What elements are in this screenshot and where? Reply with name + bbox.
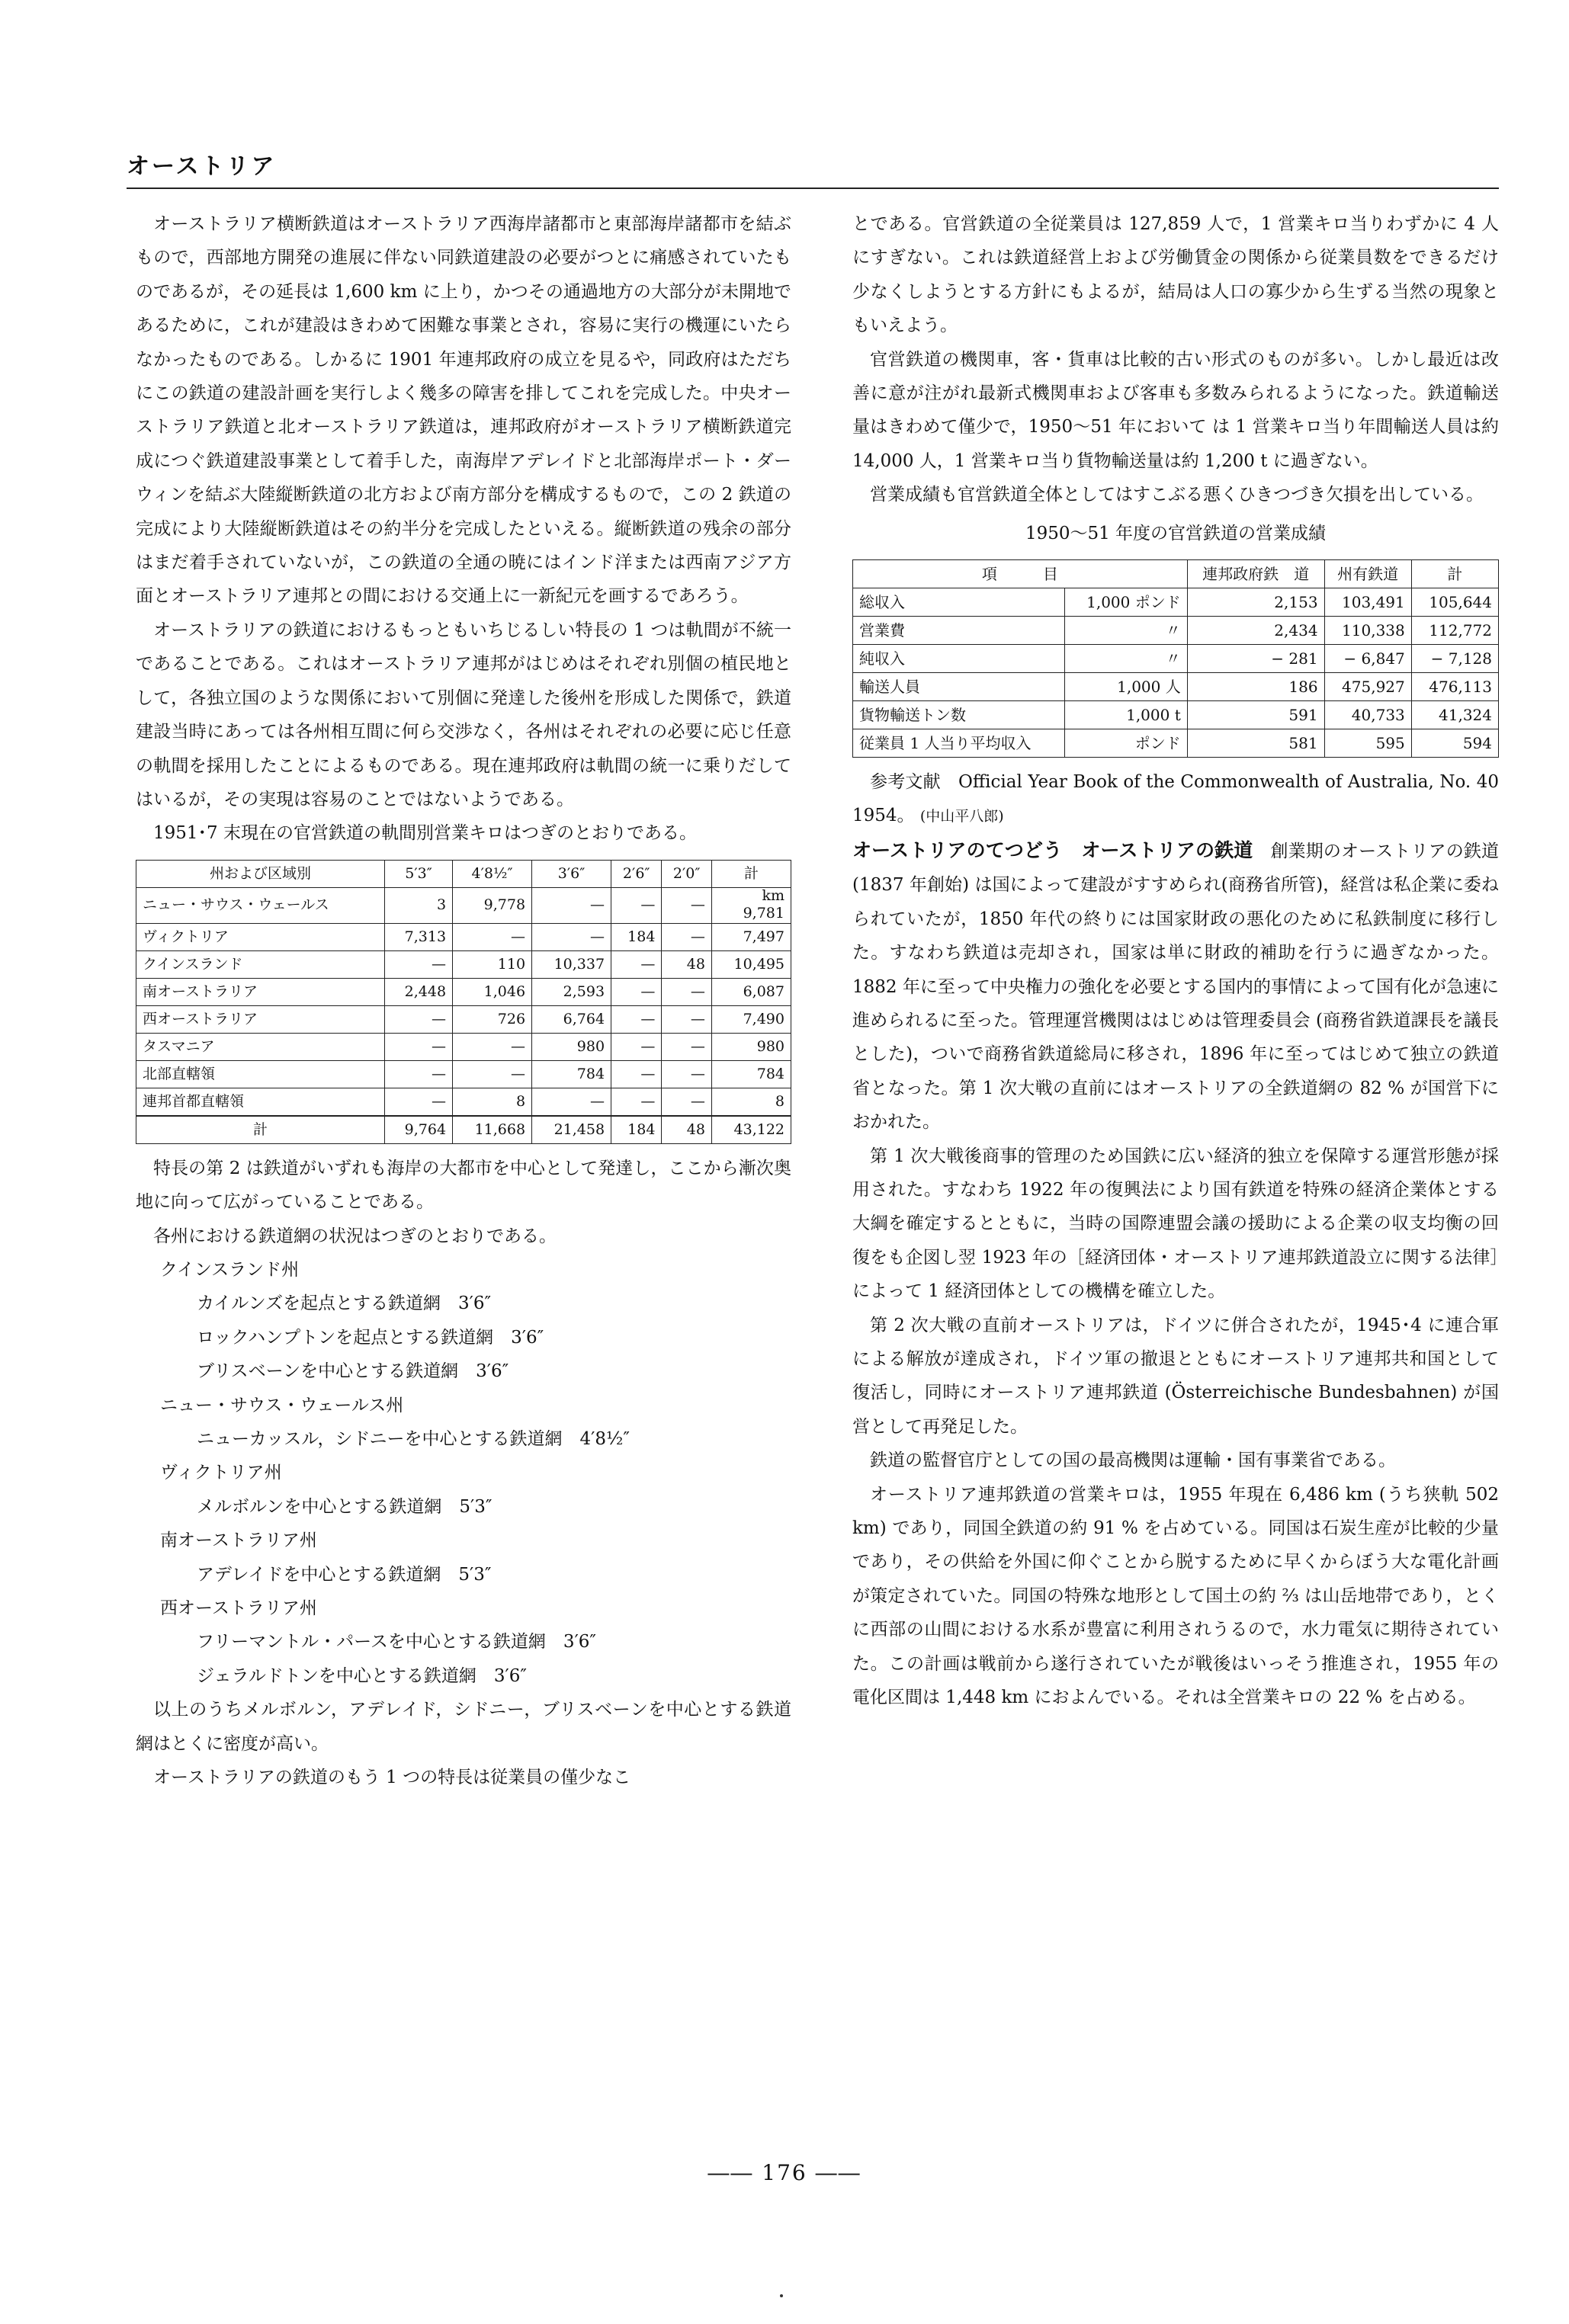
table-cell: 2,434 — [1187, 617, 1324, 645]
table-cell: 21,458 — [532, 1116, 611, 1144]
column-header: 計 — [1411, 560, 1498, 588]
table-cell: 8 — [453, 1088, 532, 1116]
table-cell: 10,337 — [532, 950, 611, 978]
table-cell: — — [532, 887, 611, 923]
table-cell: — — [532, 923, 611, 950]
paragraph: 各州における鉄道網の状況はつぎのとおりである。 — [153, 1226, 557, 1246]
unit-cell: 〃 — [1064, 645, 1187, 673]
row-label: 計 — [136, 1116, 385, 1144]
table-cell: 41,324 — [1411, 701, 1498, 729]
row-label: クインスランド — [136, 950, 385, 978]
table-cell: — — [453, 1033, 532, 1060]
table-cell — [711, 887, 791, 923]
table-cell: 784 — [711, 1060, 791, 1088]
table-cell: — — [611, 887, 662, 923]
table-cell: 9,778 — [453, 887, 532, 923]
row-label: 南オーストラリア — [136, 978, 385, 1005]
table-cell: — — [611, 950, 662, 978]
column-header: 5′3″ — [385, 860, 453, 887]
row-label: 連邦首都直轄領 — [136, 1088, 385, 1116]
running-head: オーストリア — [127, 153, 277, 180]
table-cell: 475,927 — [1324, 673, 1411, 701]
table-cell: 784 — [532, 1060, 611, 1088]
table-cell: — — [611, 978, 662, 1005]
financial-table-body — [853, 588, 1499, 758]
list-item: ロックハンプトンを起点とする鉄道網 3′6″ — [197, 1327, 544, 1348]
unit-cell: ポンド — [1064, 729, 1187, 758]
table-cell: 726 — [453, 1005, 532, 1033]
paragraph: とである。官営鉄道の全従業員は 127,859 人で，1 営業キロ当りわずかに 4 人にすぎない。これは鉄道経営上および労働賃金の関係から従業員数をできるだけ少なくしようとする方針にもよるが，結局は人口の寡少から生ずる当然の現象ともいえよう。 — [852, 214, 1499, 336]
row-label: 北部直轄領 — [136, 1060, 385, 1088]
column-header: 計 — [711, 860, 791, 887]
list-item: アデレイドを中心とする鉄道網 5′3″ — [197, 1564, 492, 1585]
table-cell: 110 — [453, 950, 532, 978]
table-cell: — — [385, 1005, 453, 1033]
column-header: 4′8½″ — [453, 860, 532, 887]
list-item: フリーマントル・パースを中心とする鉄道網 3′6″ — [197, 1632, 597, 1652]
unit-label: km — [762, 886, 784, 904]
list-item: クインスランド州 — [160, 1259, 300, 1280]
table-row — [136, 1088, 791, 1116]
list-item: 西オーストラリア州 — [160, 1598, 317, 1618]
table-row — [136, 1060, 791, 1088]
paragraph: 鉄道の監督官庁としての国の最高機関は運輸・国有事業省である。 — [870, 1450, 1396, 1471]
table-cell: — — [611, 1060, 662, 1088]
list-item: 南オーストラリア州 — [160, 1531, 317, 1551]
table-cell: 43,122 — [711, 1116, 791, 1144]
gauge-table — [136, 860, 791, 1144]
table-row — [853, 645, 1499, 673]
table-cell: 6,764 — [532, 1005, 611, 1033]
table-cell: 184 — [611, 923, 662, 950]
row-label: ヴィクトリア — [136, 923, 385, 950]
row-label: 輸送人員 — [853, 673, 1065, 701]
paragraph: 第 1 次大戦後商事的管理のため国鉄に広い経済的独立を保障する運営形態が採用された。すなわち 1922 年の復興法により国有鉄道を特殊の経済企業体とする大綱を確定するとともに，当時の国際連盟会議の援助による企業の収支均衡の回復をも企図し翌 1923 年の［経済団体・オーストリア連邦鉄道設立に関する法律］によって 1 経済団体としての機構を確立した。 — [852, 1146, 1499, 1302]
table-cell: 7,497 — [711, 923, 791, 950]
table-cell: — — [662, 923, 712, 950]
table-cell: − 6,847 — [1324, 645, 1411, 673]
section-text: 創業期のオーストリアの鉄道 (1837 年創始) は国によって建設がすすめられ(商務省所管)，経営は私企業に委ねられていたが，1850 年代の終りには国家財政の悪化のために私鉄制度に移行した。すなわち鉄道は売却され，国家は単に財政的補助を行うに過ぎなかった。1882 年に至って中央権力の強化を必要とする国内的事情によって国有化が急速に進められるに至った。管理運営機関ははじめは管理委員会 (商務省鉄道課長を議長とした)，ついで商務省鉄道総局に移され，1896 年に至ってはじめて独立の鉄道省となった。第 1 次大戦の直前にはオーストリアの全鉄道網の 82 % が国営下におかれた。 — [852, 841, 1499, 1133]
unit-cell: 〃 — [1064, 617, 1187, 645]
row-label: 総収入 — [853, 588, 1065, 617]
gauge-table-body — [136, 887, 791, 1143]
unit-cell: 1,000 ポンド — [1064, 588, 1187, 617]
table-cell: 10,495 — [711, 950, 791, 978]
row-label: ニュー・サウス・ウェールス — [136, 887, 385, 923]
paragraph: 特長の第 2 は鉄道がいずれも海岸の大都市を中心として発達し，ここから漸次奥地に向って広がっていることである。 — [136, 1158, 791, 1213]
paragraph: オーストラリア横断鉄道はオーストラリア西海岸諸都市と東部海岸諸都市を結ぶもので，西部地方開発の進展に伴ない同鉄道建設の必要がつとに痛感されていたものであるが，その延長は 1,600 km に上り，かつその通過地方の大部分が未開地であるために，これが建設はきわめて困難な事業とされ，容易に実行の機運にいたらなかったものである。しかるに 1901 年連邦政府の成立を見るや，同政府はただちにこの鉄道の建設計画を実行しよく幾多の障害を排してこれを完成した。中央オーストラリア鉄道と北オーストラリア鉄道は，連邦政府がオーストラリア横断鉄道完成につぐ鉄道建設事業として着手した，南海岸アデレイドと北部海岸ポート・ダーウィンを結ぶ大陸縦断鉄道の北方および南方部分を構成するもので，この 2 鉄道の完成により大陸縦断鉄道はその約半分を完成したといえる。縦断鉄道の残余の部分はまだ着手されていないが，この鉄道の全通の暁にはインド洋または西南アジア方面とオーストラリア連邦との間における交通上に一新紀元を画するであろう。 — [136, 214, 791, 607]
table-cell: — — [611, 1005, 662, 1033]
table-caption: 1950～51 年度の官営鉄道の営業成績 — [1025, 523, 1327, 543]
author: (中山平八郎) — [919, 808, 1004, 825]
list-item: ブリスベーンを中心とする鉄道網 3′6″ — [197, 1361, 509, 1382]
table-cell: − 7,128 — [1411, 645, 1498, 673]
page-number: ―― 176 ―― — [707, 2160, 862, 2185]
table-cell: 980 — [711, 1033, 791, 1060]
table-cell: — — [662, 1005, 712, 1033]
table-cell: — — [532, 1088, 611, 1116]
reference-text: 参考文献 Official Year Book of the Commonwealth of Australia, No. 40 1954。 — [852, 772, 1516, 826]
reference — [852, 765, 1516, 834]
paragraph: オーストラリアの鉄道におけるもっともいちじるしい特長の 1 つは軌間が不統一であることである。これはオーストラリア連邦がはじめはそれぞれ別個の植民地として，各独立国のような関係において別個に発達した後州を形成した関係で，鉄道建設当時にあっては各州相互間に何ら交渉なく，各州はそれぞれの必要に応じ任意の軌間を採用したことによるものである。現在連邦政府は軌間の統一に乗りだしてはいるが，その実現は容易のことではないようである。 — [136, 620, 791, 809]
table-cell: 7,313 — [385, 923, 453, 950]
unit-cell: 1,000 t — [1064, 701, 1187, 729]
row-label: 営業費 — [853, 617, 1065, 645]
financial-table-header — [853, 560, 1499, 588]
table-cell: — — [453, 1060, 532, 1088]
paragraph: 官営鉄道の機関車，客・貨車は比較的古い形式のものが多い。しかし最近は改善に意が注がれ最新式機関車および客車も多数みられるようになった。鉄道輸送量はきわめて僅少で，1950～51 年において は 1 営業キロ当り年間輸送人員は約 14,000 人，1 営業キロ当り貨物輸送量は約 1,200 t に過ぎない。 — [852, 349, 1500, 471]
table-row — [136, 950, 791, 978]
table-row — [853, 617, 1499, 645]
table-cell: — — [662, 1060, 712, 1088]
table-row — [136, 1033, 791, 1060]
table-cell: 2,448 — [385, 978, 453, 1005]
table-row — [136, 1005, 791, 1033]
table-cell: — — [385, 1033, 453, 1060]
right-column — [852, 207, 1516, 1714]
list-item: ジェラルドトンを中心とする鉄道網 3′6″ — [197, 1665, 527, 1686]
left-column — [136, 207, 791, 1794]
table-row — [853, 588, 1499, 617]
list-item: メルボルンを中心とする鉄道網 5′3″ — [197, 1496, 493, 1517]
table-cell: — — [385, 1088, 453, 1116]
gauge-table-header — [136, 860, 791, 887]
row-label: 貨物輸送トン数 — [853, 701, 1065, 729]
table-cell: 9,764 — [385, 1116, 453, 1144]
table-row — [136, 923, 791, 950]
table-cell: 11,668 — [453, 1116, 532, 1144]
table-cell: 40,733 — [1324, 701, 1411, 729]
table-cell: 7,490 — [711, 1005, 791, 1033]
column-header: 項 目 — [853, 560, 1188, 588]
table-row — [136, 978, 791, 1005]
table-row — [136, 887, 791, 923]
column-header: 2′0″ — [662, 860, 712, 887]
list-item: ヴィクトリア州 — [160, 1463, 282, 1483]
table-cell: — — [662, 1088, 712, 1116]
column-header: 州有鉄道 — [1324, 560, 1411, 588]
table-cell: 2,593 — [532, 978, 611, 1005]
total-row — [136, 1116, 791, 1144]
table-cell: 3 — [385, 887, 453, 923]
table-cell: 581 — [1187, 729, 1324, 758]
table-cell: 48 — [662, 1116, 712, 1144]
table-cell: — — [611, 1033, 662, 1060]
row-label: 従業員 1 人当り平均収入 — [853, 729, 1065, 758]
table-cell: 8 — [711, 1088, 791, 1116]
paragraph: オーストラリアの鉄道のもう 1 つの特長は従業員の僅少なこ — [153, 1768, 631, 1788]
column-header: 2′6″ — [611, 860, 662, 887]
list-item: カイルンズを起点とする鉄道網 3′6″ — [197, 1293, 492, 1314]
table-row — [853, 729, 1499, 758]
table-row — [853, 701, 1499, 729]
table-cell: 48 — [662, 950, 712, 978]
list-item: ニュー・サウス・ウェールス州 — [160, 1395, 404, 1415]
paragraph: オーストリア連邦鉄道の営業キロは，1955 年現在 6,486 km (うち狭軌 502 km) であり，同国全鉄道の約 91 % を占めている。同国は石炭生産が比較的少量であり，その供給を外国に仰ぐことから脱するために早くからぼう大な電化計画が策定されていた。同国の特殊な地形として国土の約 ⅔ は山岳地帯であり，とくに西部の山間における水系が豊富に利用されうるので，水力電気に期待されていた。この計画は戦前から遂行されていたが戦後はいっそう推進され，1955 年の電化区間は 1,448 km におよんでいる。それは全営業キロの 22 % を占める。 — [852, 1484, 1499, 1708]
table-cell: 595 — [1324, 729, 1411, 758]
table-cell: 112,772 — [1411, 617, 1498, 645]
list-item: ニューカッスル，シドニーを中心とする鉄道網 4′8½″ — [197, 1428, 630, 1449]
paragraph: 第 2 次大戦の直前オーストリアは，ドイツに併合されたが，1945･4 に連合軍による解放が達成され，ドイツ軍の撤退とともにオーストリア連邦共和国として復活し，同時にオーストリア連邦鉄道 (Österreichische Bundesbahnen) が国営として再発足した。 — [852, 1315, 1499, 1437]
speck — [780, 2294, 783, 2297]
paragraph: 営業成績も官営鉄道全体としてはすこぶる悪くひきつづき欠損を出している。 — [870, 485, 1484, 505]
table-cell: 103,491 — [1324, 588, 1411, 617]
cell-value: 9,781 — [743, 904, 784, 922]
row-label: 西オーストラリア — [136, 1005, 385, 1033]
table-cell: 980 — [532, 1033, 611, 1060]
table-cell: 2,153 — [1187, 588, 1324, 617]
table-cell: 1,046 — [453, 978, 532, 1005]
table-cell: 476,113 — [1411, 673, 1498, 701]
table-cell: — — [662, 978, 712, 1005]
unit-cell: 1,000 人 — [1064, 673, 1187, 701]
table-cell: 6,087 — [711, 978, 791, 1005]
paragraph: 1951･7 末現在の官営鉄道の軌間別営業キロはつぎのとおりである。 — [153, 823, 697, 844]
table-cell: — — [662, 887, 712, 923]
column-header: 3′6″ — [532, 860, 611, 887]
row-label: 純収入 — [853, 645, 1065, 673]
table-row — [853, 673, 1499, 701]
table-cell: — — [611, 1088, 662, 1116]
table-cell: 110,338 — [1324, 617, 1411, 645]
paragraph: 以上のうちメルボルン，アデレイド，シドニー，ブリスベーンを中心とする鉄道網はとくに密度が高い。 — [136, 1700, 791, 1754]
column-header: 連邦政府鉄 道 — [1187, 560, 1324, 588]
table-cell: — — [385, 1060, 453, 1088]
table-cell: 186 — [1187, 673, 1324, 701]
header-rule — [127, 188, 1499, 189]
section-intro — [852, 834, 1499, 1140]
table-cell: — — [385, 950, 453, 978]
table-cell: — — [453, 923, 532, 950]
financial-table — [852, 559, 1499, 758]
table-cell: 184 — [611, 1116, 662, 1144]
section-title: オーストリアのてつどう オーストリアの鉄道 — [852, 838, 1253, 861]
table-cell: 105,644 — [1411, 588, 1498, 617]
row-label: タスマニア — [136, 1033, 385, 1060]
table-cell: 594 — [1411, 729, 1498, 758]
table-cell: − 281 — [1187, 645, 1324, 673]
column-header: 州および区域別 — [136, 860, 385, 887]
table-cell: 591 — [1187, 701, 1324, 729]
network-list — [136, 1253, 791, 1693]
table-cell: — — [662, 1033, 712, 1060]
